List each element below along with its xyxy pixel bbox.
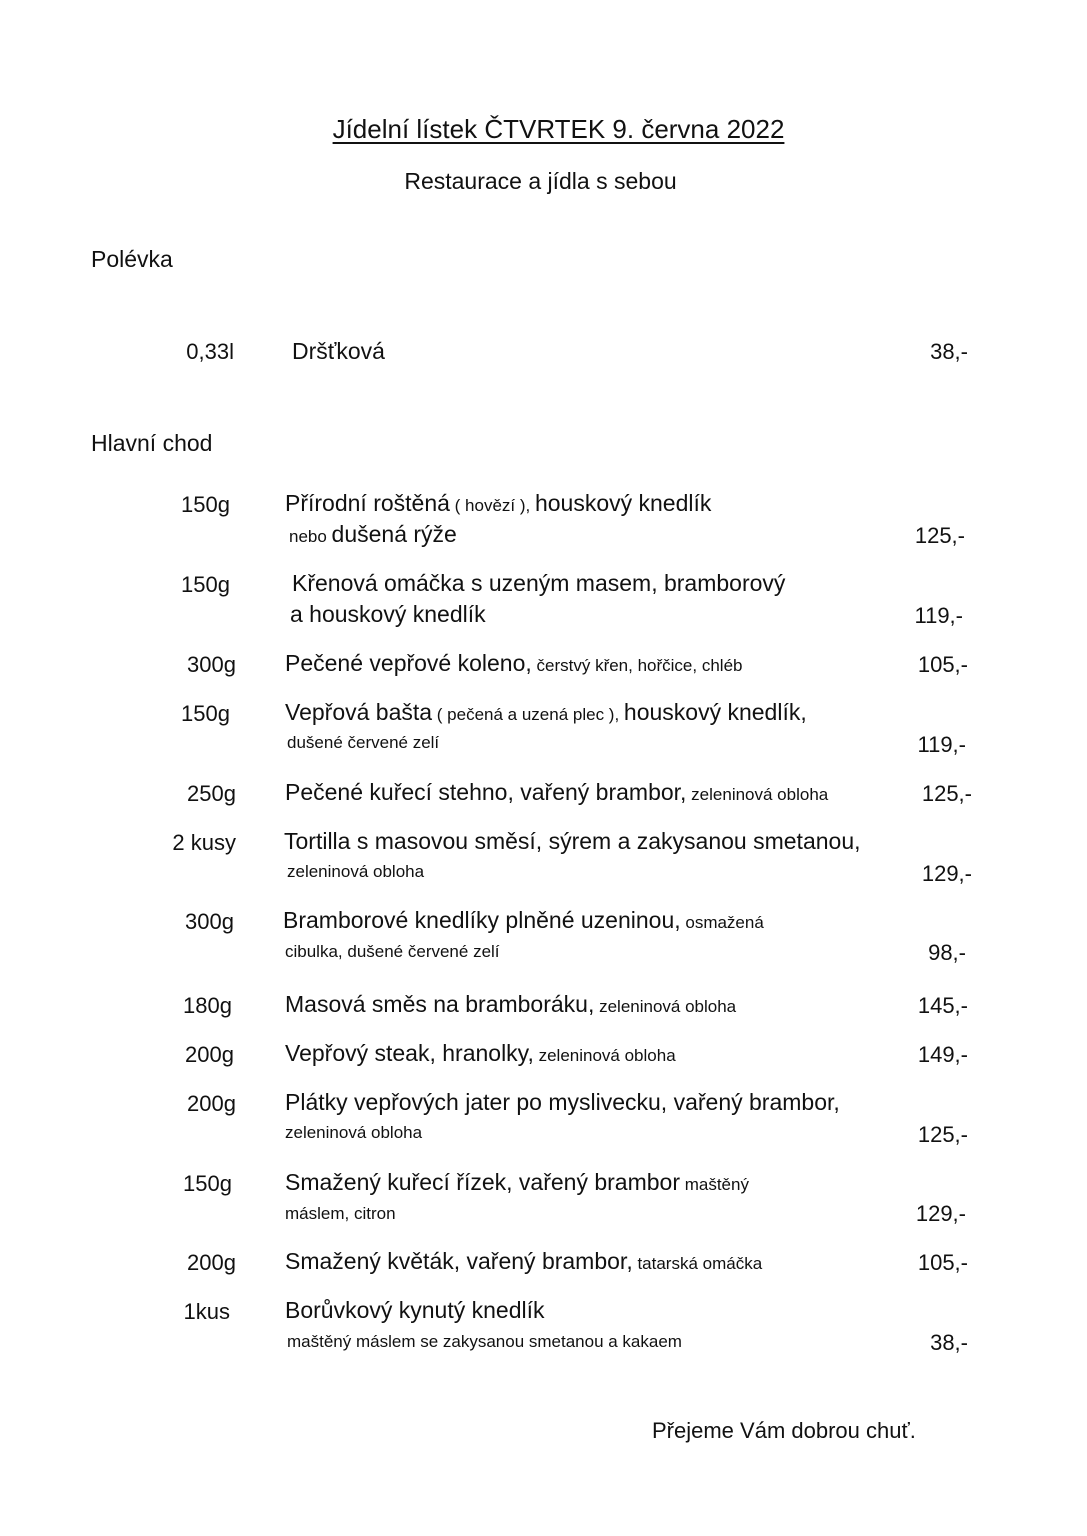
item-price: 98,- — [928, 940, 966, 965]
item-price: 105,- — [917, 1250, 968, 1275]
item-quantity: 150g — [183, 1171, 232, 1196]
item-quantity: 200g — [187, 1091, 236, 1116]
closing-greeting: Přejeme Vám dobrou chuť. — [652, 1418, 916, 1443]
item-name: Masová směs na bramboráku, zeleninová obloha — [285, 991, 737, 1017]
soup-name: Dršťková — [292, 338, 385, 364]
item-name: Smažený kuřecí řízek, vařený brambor maštěný — [285, 1169, 749, 1195]
item-price: 149,- — [917, 1042, 968, 1067]
item-name: Bramborové knedlíky plněné uzeninou, osmažená — [283, 907, 764, 933]
item-price: 125,- — [914, 523, 965, 548]
item-description: zeleninová obloha — [287, 862, 425, 881]
item-quantity: 200g — [185, 1042, 234, 1067]
item-description: cibulka, dušené červené zelí — [285, 942, 500, 961]
item-quantity: 1kus — [183, 1299, 230, 1324]
item-description: maštěný máslem se zakysanou smetanou a kakaem — [287, 1332, 682, 1351]
item-name: Křenová omáčka s uzeným masem, bramborový — [292, 570, 786, 596]
item-price: 129,- — [915, 1201, 966, 1226]
soup-quantity: 0,33l — [186, 339, 234, 364]
item-name: Vepřový steak, hranolky, zeleninová obloha — [285, 1040, 676, 1066]
item-name: Tortilla s masovou směsí, sýrem a zakysanou smetanou, — [284, 828, 861, 854]
item-quantity: 150g — [181, 701, 230, 726]
item-name: Plátky vepřových jater po myslivecku, vařený brambor, — [285, 1089, 840, 1115]
item-name: Pečené vepřové koleno, čerstvý křen, hořčice, chléb — [285, 650, 743, 676]
item-description: dušené červené zelí — [287, 733, 440, 752]
item-name: Přírodní roštěná ( hovězí ), houskový knedlík — [285, 490, 712, 516]
item-price: 105,- — [917, 652, 968, 677]
item-description: a houskový knedlík — [290, 601, 486, 627]
item-quantity: 300g — [185, 909, 234, 934]
item-quantity: 150g — [181, 572, 230, 597]
item-price: 129,- — [921, 861, 972, 886]
item-price: 125,- — [921, 781, 972, 806]
item-price: 125,- — [917, 1122, 968, 1147]
item-quantity: 2 kusy — [172, 830, 236, 855]
item-quantity: 150g — [181, 492, 230, 517]
item-price: 38,- — [930, 1330, 968, 1355]
item-price: 145,- — [917, 993, 968, 1018]
item-quantity: 300g — [187, 652, 236, 677]
menu-title: Jídelní lístek ČTVRTEK 9. června 2022 — [332, 114, 785, 144]
item-name: Borůvkový kynutý knedlík — [285, 1297, 545, 1323]
section-heading-main: Hlavní chod — [91, 430, 213, 456]
item-price: 119,- — [914, 603, 963, 628]
item-quantity: 180g — [183, 993, 232, 1018]
item-name: Vepřová bašta ( pečená a uzená plec ), houskový knedlík, — [285, 699, 807, 725]
soup-price: 38,- — [930, 339, 968, 364]
item-name: Smažený květák, vařený brambor, tatarská omáčka — [285, 1248, 763, 1274]
section-heading-soup: Polévka — [91, 246, 173, 272]
item-description: zeleninová obloha — [285, 1123, 423, 1142]
item-price: 119,- — [917, 732, 966, 757]
item-quantity: 250g — [187, 781, 236, 806]
menu-subtitle: Restaurace a jídla s sebou — [404, 168, 677, 194]
item-description: máslem, citron — [285, 1204, 396, 1223]
item-description: nebo dušená rýže — [289, 521, 457, 547]
item-quantity: 200g — [187, 1250, 236, 1275]
item-name: Pečené kuřecí stehno, vařený brambor, zeleninová obloha — [285, 779, 829, 805]
